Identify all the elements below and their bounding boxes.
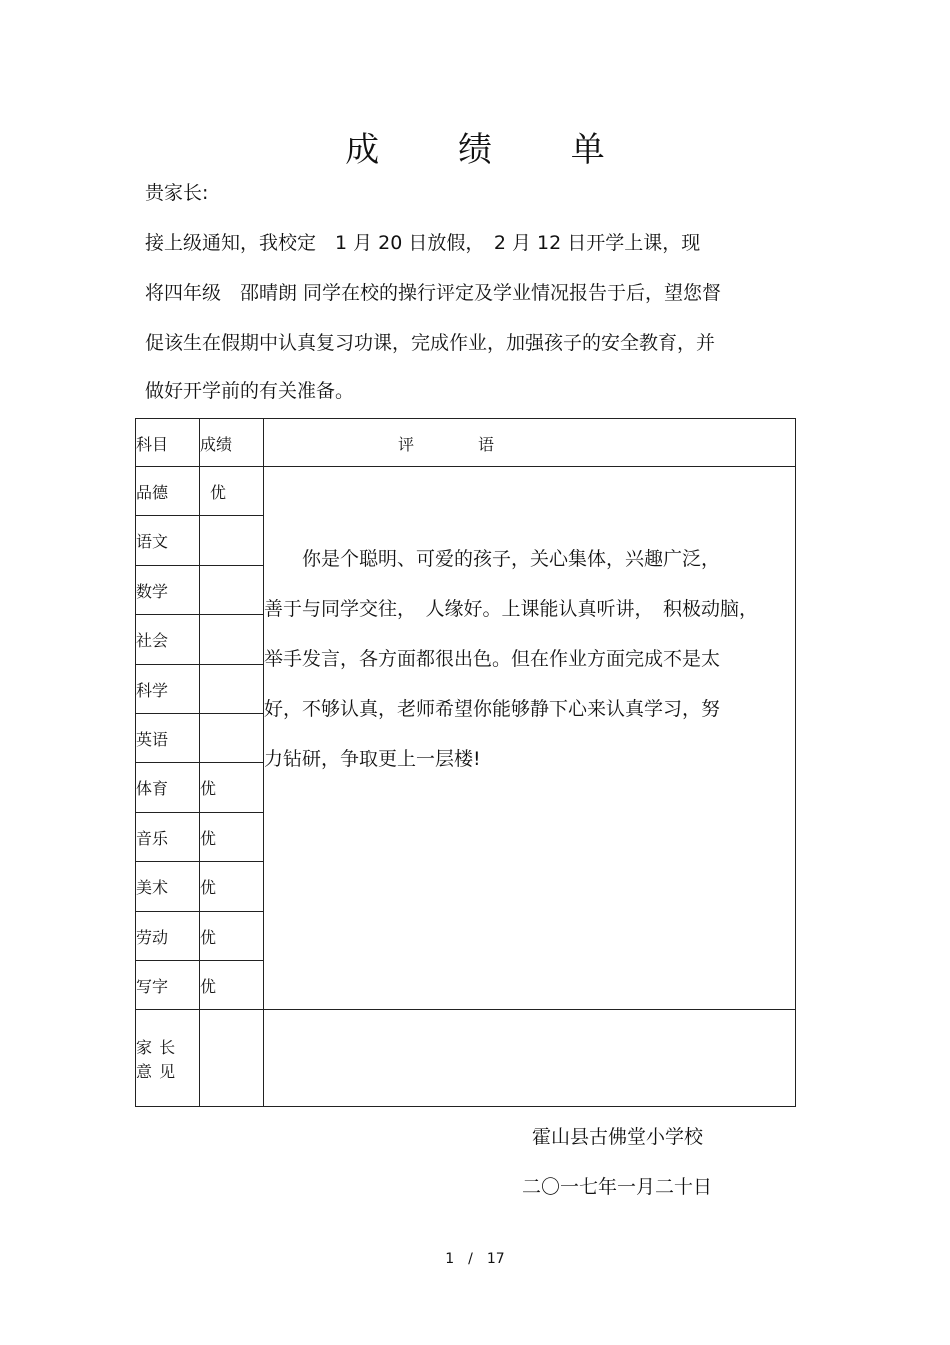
row-rule bbox=[135, 515, 264, 516]
row-rule bbox=[135, 960, 264, 961]
table-border-right bbox=[795, 418, 796, 1106]
parent-opinion-label: 家 长 意 见 bbox=[136, 1038, 177, 1081]
header-grade: 成绩 bbox=[200, 435, 233, 454]
comment-line: 举手发言，各方面都很出色。但在作业方面完成不是太 bbox=[264, 648, 721, 670]
subject-cell: 音乐 bbox=[136, 828, 169, 848]
header-comment: 评 语 bbox=[398, 435, 495, 454]
notice-line-3: 促该生在假期中认真复习功课，完成作业，加强孩子的安全教育，并 bbox=[145, 332, 716, 354]
comment-line: 力钻研，争取更上一层楼! bbox=[264, 748, 481, 770]
grade-cell: 优 bbox=[200, 779, 217, 799]
subject-cell: 社会 bbox=[136, 631, 169, 651]
comment-line: 好，不够认真，老师希望你能够静下心来认真学习，努 bbox=[264, 698, 721, 720]
school-signature: 霍山县古佛堂小学校 bbox=[532, 1126, 704, 1148]
grade-cell: 优 bbox=[200, 927, 217, 947]
page-title: 成 绩 单 bbox=[345, 130, 639, 170]
subject-cell: 科学 bbox=[136, 680, 169, 700]
subject-cell: 劳动 bbox=[136, 927, 169, 947]
row-rule bbox=[135, 861, 264, 862]
subject-cell: 写字 bbox=[136, 977, 169, 996]
notice-line-1: 接上级通知，我校定 1 月 20 日放假， 2 月 12 日开学上课，现 bbox=[145, 232, 701, 254]
row-rule bbox=[135, 713, 264, 714]
subject-cell: 语文 bbox=[136, 532, 169, 552]
row-rule bbox=[135, 565, 264, 566]
grade-cell: 优 bbox=[200, 828, 217, 848]
subject-cell: 美术 bbox=[136, 878, 169, 898]
notice-line-2: 将四年级 邵晴朗 同学在校的操行评定及学业情况报告于后，望您督 bbox=[145, 282, 722, 304]
header-subject: 科目 bbox=[136, 435, 169, 454]
table-header-rule bbox=[135, 466, 796, 467]
subject-cell: 英语 bbox=[136, 730, 169, 749]
table-comment-bottom-rule bbox=[135, 1009, 796, 1010]
grade-cell: 优 bbox=[200, 878, 217, 898]
comment-line: 善于与同学交往， 人缘好。上课能认真听讲， 积极动脑， bbox=[264, 598, 759, 620]
grade-cell: 优 bbox=[200, 977, 217, 996]
grade-cell: 优 bbox=[210, 483, 227, 502]
comment-line: 你是个聪明、可爱的孩子，关心集体，兴趣广泛， bbox=[264, 548, 721, 570]
row-rule bbox=[135, 614, 264, 615]
row-rule bbox=[135, 664, 264, 665]
notice-line-4: 做好开学前的有关准备。 bbox=[145, 380, 355, 402]
subject-cell: 体育 bbox=[136, 779, 169, 799]
issue-date: 二〇一七年一月二十日 bbox=[522, 1176, 713, 1198]
subject-cell: 数学 bbox=[136, 581, 169, 601]
subject-cell: 品德 bbox=[136, 483, 169, 502]
table-border-top bbox=[135, 418, 796, 419]
row-rule bbox=[135, 812, 264, 813]
row-rule bbox=[135, 762, 264, 763]
teacher-comment bbox=[264, 534, 794, 784]
greeting: 贵家长: bbox=[145, 182, 209, 204]
page-number: 1 / 17 bbox=[445, 1251, 505, 1267]
table-border-bottom bbox=[135, 1106, 796, 1107]
row-rule bbox=[135, 911, 264, 912]
